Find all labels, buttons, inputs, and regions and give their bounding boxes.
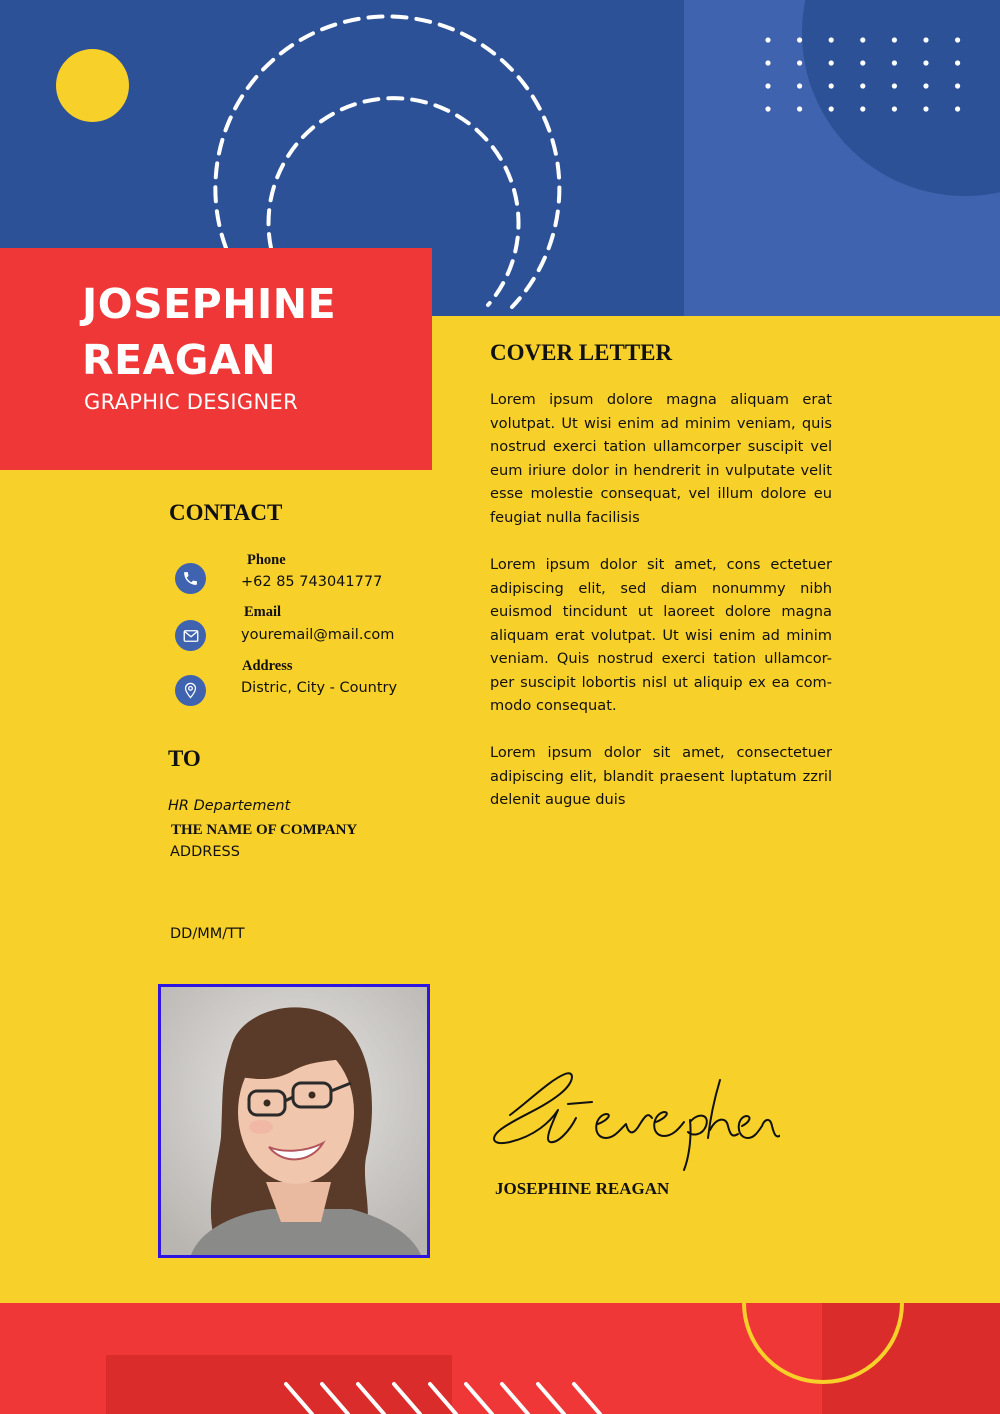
email-label: Email xyxy=(244,604,282,620)
decorative-dot xyxy=(797,37,802,42)
signature-script-text: Stevephen xyxy=(480,1060,485,1061)
first-name: JOSEPHINE xyxy=(82,280,337,328)
address-label: Address xyxy=(242,658,293,674)
decorative-dot xyxy=(955,83,960,88)
decorative-dot xyxy=(765,60,770,65)
decorative-dot xyxy=(765,106,770,111)
decorative-dot xyxy=(797,60,802,65)
cover-letter-paragraph-2: Lorem ipsum dolor sit amet, cons ectetuer adipiscing elit, sed diam nonummy nibh euismod tincidunt ut laoreet dolore magna aliquam erat volutpat. Ut wisi enim ad minim veniam. Quis nostrud exerci tation ullamcor- per suscipit lobortis nisl ut aliquip ex ea com- modo consequat. xyxy=(490,556,832,714)
decorative-dot xyxy=(829,106,834,111)
decorative-dot xyxy=(860,106,865,111)
letter-date: DD/MM/TT xyxy=(170,926,245,942)
cover-letter-paragraph-1: Lorem ipsum dolore magna aliquam erat volutpat. Ut wisi enim ad minim veniam, quis nostrud exerci tation ullamcorper suscipit vel eum iriure dolor in hendrerit in vulputate velit esse molestie consequat, vel illum dolore eu feugiat nulla facilisis xyxy=(490,391,832,526)
decorative-dot xyxy=(955,106,960,111)
last-name: REAGAN xyxy=(82,336,277,384)
phone-value: +62 85 743041777 xyxy=(241,574,383,590)
mail-icon xyxy=(175,620,206,651)
decorative-dot xyxy=(829,37,834,42)
decorative-dot xyxy=(923,83,928,88)
decorative-dot xyxy=(765,83,770,88)
decorative-dot xyxy=(829,83,834,88)
profile-photo xyxy=(158,984,430,1258)
contact-heading: CONTACT xyxy=(169,500,283,525)
decorative-dot xyxy=(860,60,865,65)
recipient-department: HR Departement xyxy=(168,798,291,814)
recipient-address: ADDRESS xyxy=(170,844,240,860)
decorative-dot xyxy=(860,37,865,42)
decorative-dot xyxy=(829,60,834,65)
to-heading: TO xyxy=(168,746,201,771)
decorative-dot xyxy=(923,37,928,42)
decorative-dot xyxy=(892,106,897,111)
address-value: Distric, City - Country xyxy=(241,680,398,696)
decorative-dot xyxy=(955,60,960,65)
decorative-dot xyxy=(892,60,897,65)
decorative-dot xyxy=(892,37,897,42)
location-icon xyxy=(175,675,206,706)
cover-letter-heading: COVER LETTER xyxy=(490,340,673,365)
footer-decorations xyxy=(0,1300,1000,1414)
applicant-name xyxy=(82,276,336,388)
decorative-stripes xyxy=(286,1384,600,1414)
decorative-dot xyxy=(955,37,960,42)
decorative-dot xyxy=(860,83,865,88)
recipient-company: THE NAME OF COMPANY xyxy=(171,822,358,838)
decorative-dot xyxy=(797,83,802,88)
handwritten-signature xyxy=(480,1060,780,1180)
decorative-dot xyxy=(923,106,928,111)
decorative-dot xyxy=(765,37,770,42)
email-value: youremail@mail.com xyxy=(241,627,395,643)
decorative-dot xyxy=(923,60,928,65)
job-title: GRAPHIC DESIGNER xyxy=(84,390,298,414)
decorative-dot xyxy=(797,106,802,111)
decorative-dot xyxy=(892,83,897,88)
phone-icon xyxy=(175,563,206,594)
phone-label: Phone xyxy=(247,552,286,568)
cover-letter-paragraph-3: Lorem ipsum dolor sit amet, consectetuer adipiscing elit, blandit praesent luptatum zzril delenit augue duis xyxy=(490,744,832,808)
signature-name: JOSEPHINE REAGAN xyxy=(495,1179,670,1198)
decorative-dot-grid xyxy=(765,37,960,111)
